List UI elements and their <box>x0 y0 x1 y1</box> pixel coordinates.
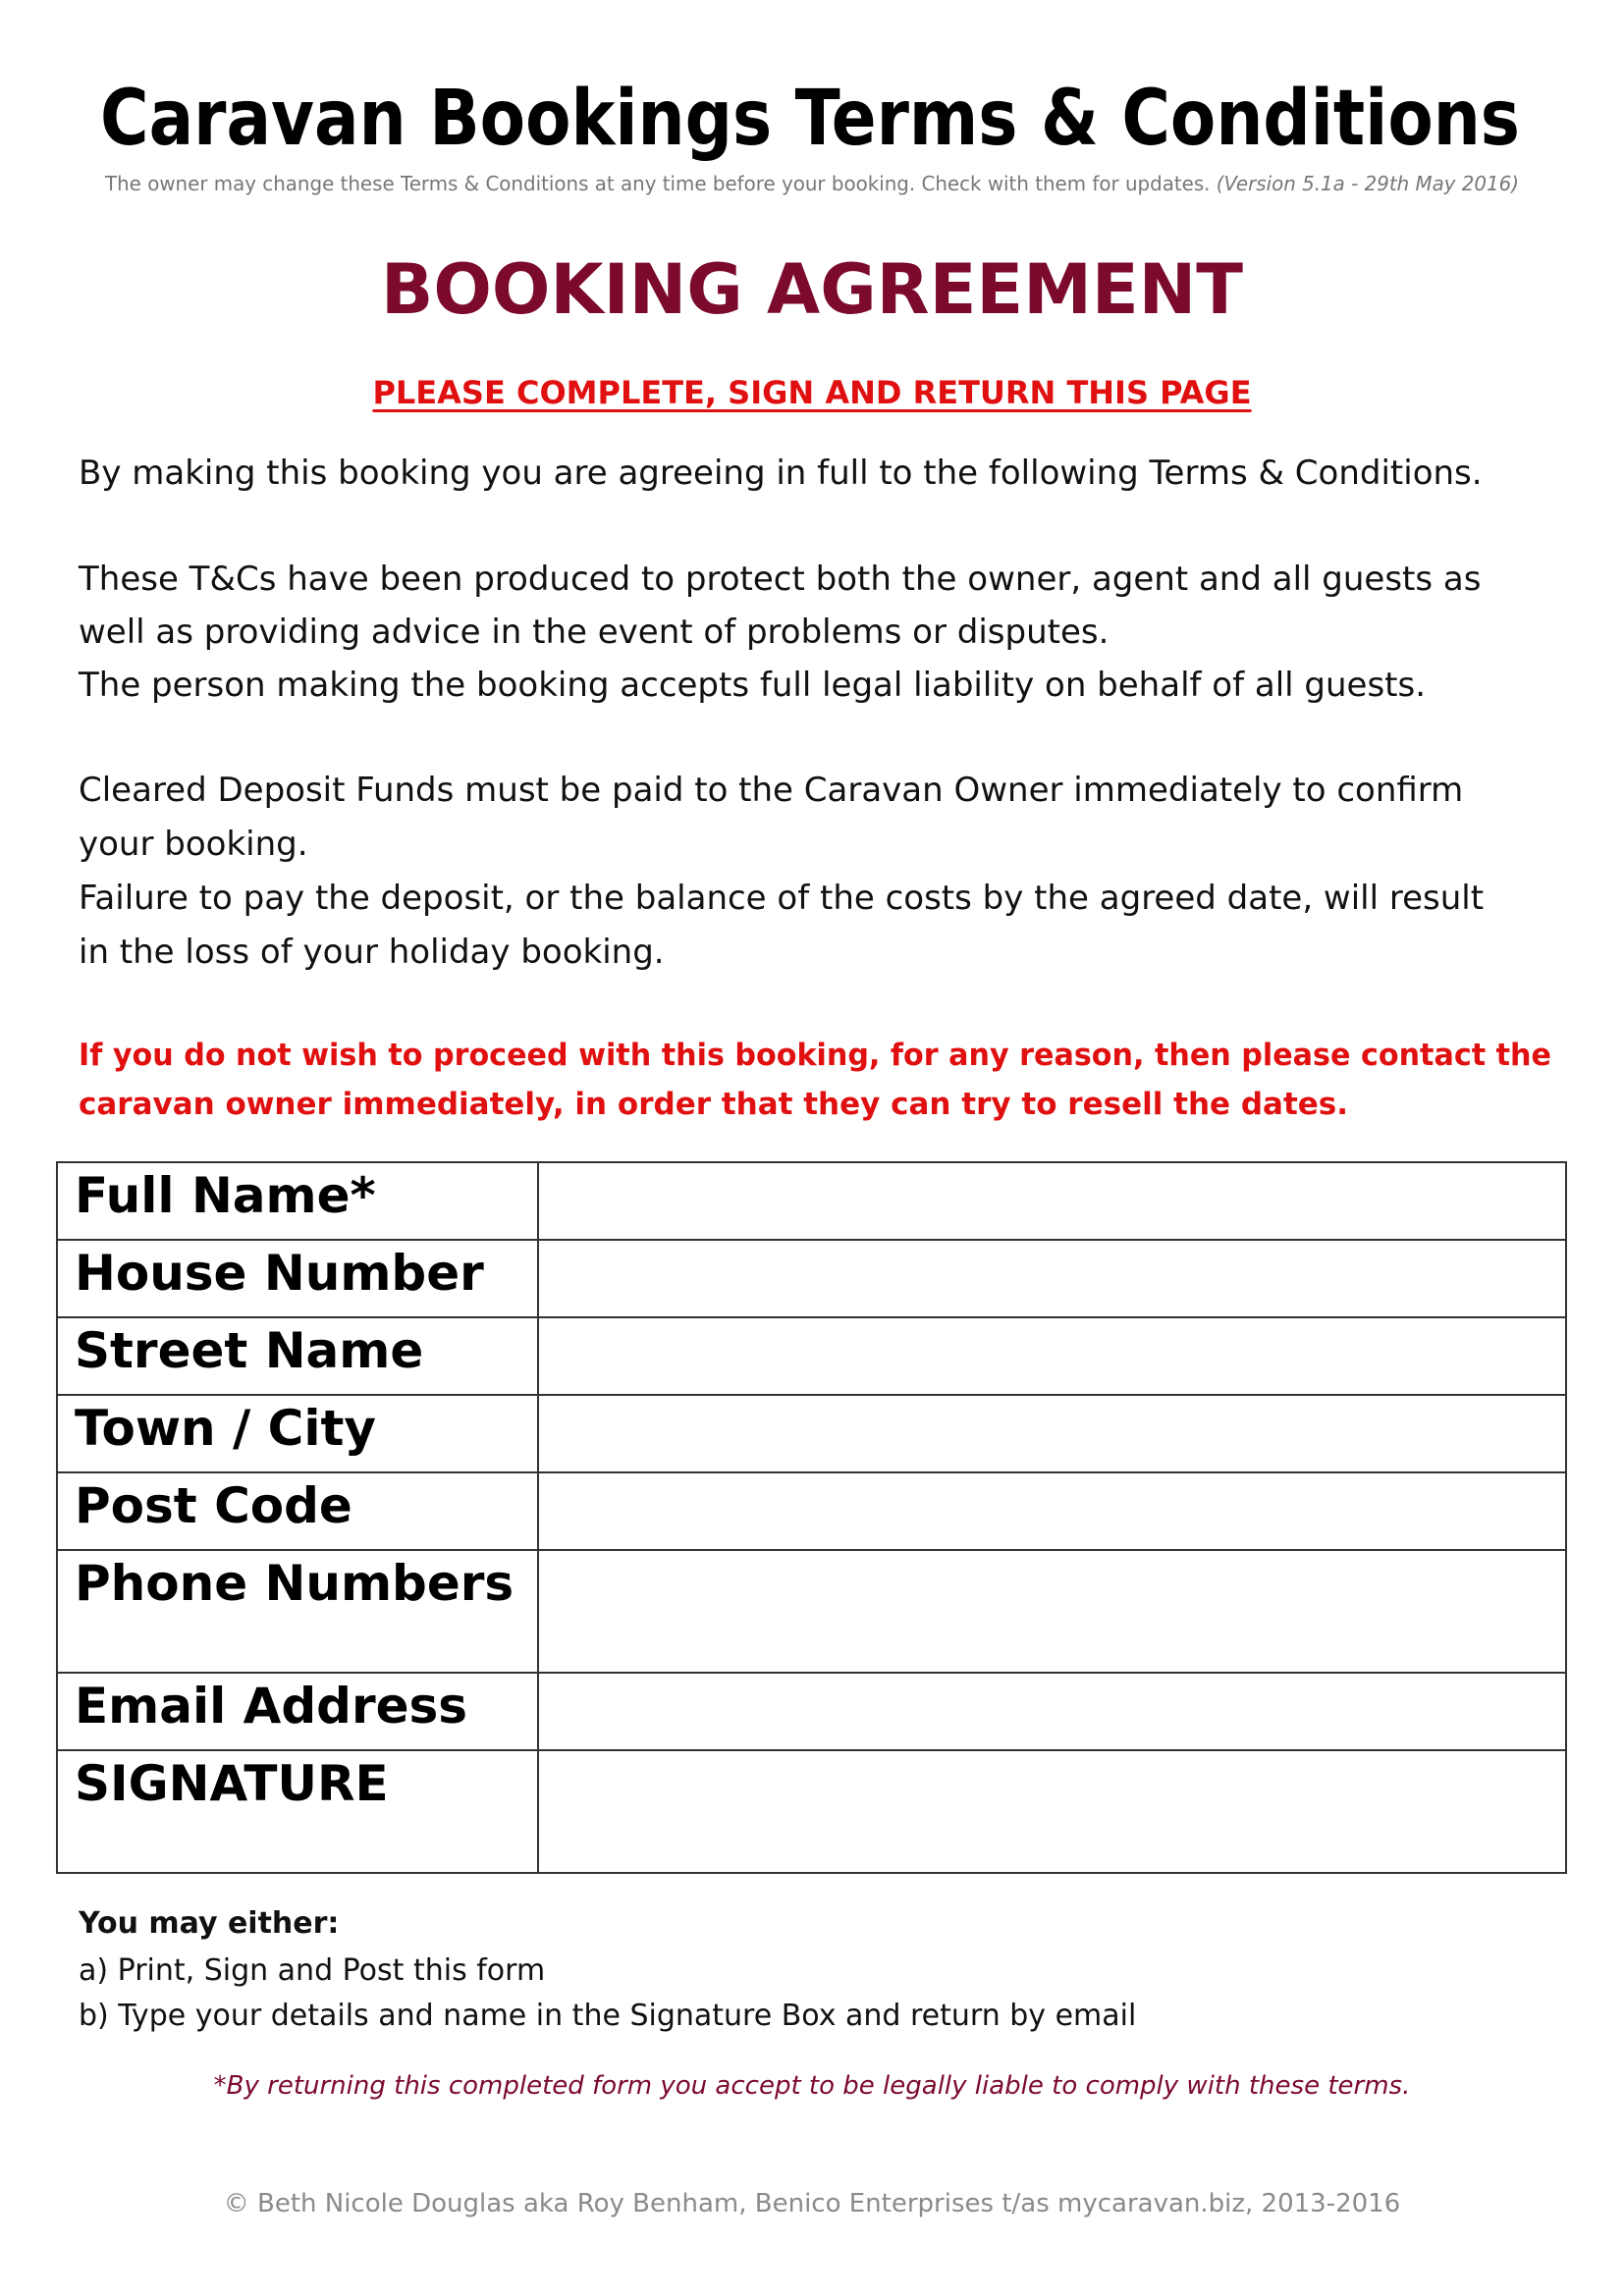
copyright-footer: © Beth Nicole Douglas aka Roy Benham, Benico Enterprises t/as mycaravan.biz, 2013-2016 <box>223 2189 1401 2218</box>
body-line: well as providing advice in the event of problems or disputes. <box>79 613 1110 652</box>
instruction-text: PLEASE COMPLETE, SIGN AND RETURN THIS PAGE <box>372 374 1252 411</box>
warning-line: If you do not wish to proceed with this booking, for any reason, then please contact the <box>79 1038 1551 1073</box>
subtitle-text: The owner may change these Terms & Conditions at any time before your booking. Check with them for updates. <box>105 172 1211 195</box>
town-city-field-cell[interactable] <box>538 1395 1566 1472</box>
warning-line: caravan owner immediately, in order that they can try to resell the dates. <box>79 1087 1349 1122</box>
email-address-label: Email Address <box>57 1673 538 1750</box>
body-line: The person making the booking accepts full legal liability on behalf of all guests. <box>79 666 1427 705</box>
body-line: Failure to pay the deposit, or the balance of the costs by the agreed date, will result <box>79 879 1485 918</box>
phone-numbers-field-cell[interactable] <box>538 1550 1566 1673</box>
body-line: Cleared Deposit Funds must be paid to the Caravan Owner immediately to confirm <box>79 771 1464 810</box>
form-row-signature <box>57 1750 1566 1873</box>
version-text: (Version 5.1a - 29th May 2016) <box>1216 172 1519 195</box>
signature-input[interactable] <box>539 1751 1565 1872</box>
body-line: These T&Cs have been produced to protect both the owner, agent and all guests as <box>79 560 1482 599</box>
form-row-post-code <box>57 1472 1566 1550</box>
email-address-input[interactable] <box>539 1674 1565 1749</box>
body-line: By making this booking you are agreeing in full to the following Terms & Conditions. <box>79 454 1483 493</box>
email-address-field-cell[interactable] <box>538 1673 1566 1750</box>
form-row-house-number <box>57 1240 1566 1317</box>
signature-label: SIGNATURE <box>57 1750 538 1873</box>
street-name-label: Street Name <box>57 1317 538 1395</box>
post-code-input[interactable] <box>539 1473 1565 1549</box>
document-subtitle <box>105 174 1531 193</box>
body-line: your booking. <box>79 825 308 864</box>
booking-form-table <box>56 1161 1567 1874</box>
house-number-field-cell[interactable] <box>538 1240 1566 1317</box>
full-name-input[interactable] <box>539 1163 1565 1239</box>
street-name-input[interactable] <box>539 1318 1565 1394</box>
form-row-email-address <box>57 1673 1566 1750</box>
house-number-input[interactable] <box>539 1241 1565 1316</box>
options-heading: You may either: <box>79 1906 340 1941</box>
post-code-field-cell[interactable] <box>538 1472 1566 1550</box>
signature-field-cell[interactable] <box>538 1750 1566 1873</box>
document-title <box>100 75 1624 163</box>
house-number-label: House Number <box>57 1240 538 1317</box>
phone-numbers-label: Phone Numbers <box>57 1550 538 1673</box>
legal-note: *By returning this completed form you accept to be legally liable to comply with these terms. <box>213 2071 1411 2101</box>
body-line: in the loss of your holiday booking. <box>79 933 665 972</box>
option-b: b) Type your details and name in the Signature Box and return by email <box>79 1999 1137 2033</box>
full-name-field-cell[interactable] <box>538 1162 1566 1240</box>
subtitle-wrap <box>105 174 1519 193</box>
town-city-label: Town / City <box>57 1395 538 1472</box>
full-name-label: Full Name* <box>57 1162 538 1240</box>
street-name-field-cell[interactable] <box>538 1317 1566 1395</box>
town-city-input[interactable] <box>539 1396 1565 1471</box>
phone-numbers-input[interactable] <box>539 1551 1565 1672</box>
form-row-street-name <box>57 1317 1566 1395</box>
document-title-text: Caravan Bookings Terms & Conditions <box>100 75 1520 163</box>
instruction-banner <box>0 374 1624 411</box>
form-row-town-city <box>57 1395 1566 1472</box>
form-row-full-name <box>57 1162 1566 1240</box>
booking-agreement-heading: BOOKING AGREEMENT <box>380 249 1244 330</box>
form-row-phone-numbers <box>57 1550 1566 1673</box>
post-code-label: Post Code <box>57 1472 538 1550</box>
option-a: a) Print, Sign and Post this form <box>79 1953 546 1988</box>
